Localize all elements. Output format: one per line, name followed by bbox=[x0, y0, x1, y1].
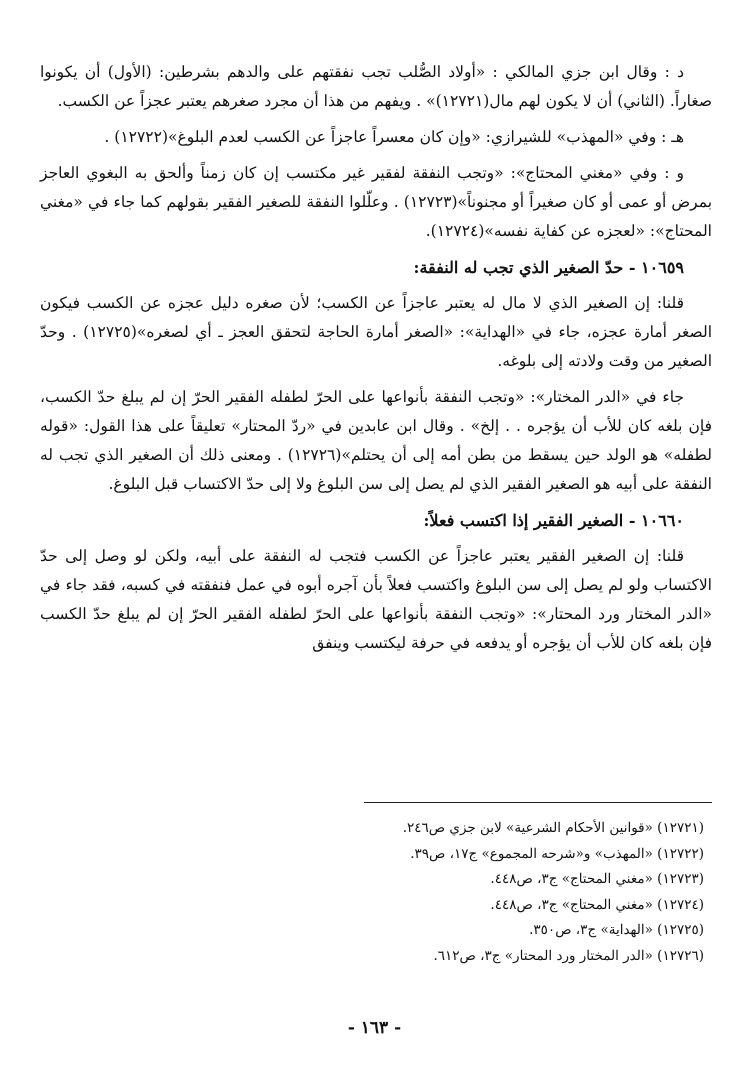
footnote-12721: (١٢٧٢١) «قوانين الأحكام الشرعية» لابن جزي ص٢٤٦. bbox=[402, 820, 704, 836]
page-number: - ١٦٣ - bbox=[347, 1018, 402, 1038]
footnote-12723: (١٢٧٢٣) «مغني المحتاج» ج٣، ص٤٤٨. bbox=[490, 871, 704, 887]
paragraph-durr-mukhtar: جاء في «الدر المختار»: «وتجب النفقة بأنواعها على الحرّ لطفله الفقير الحرّ إن لم يبلغ حدّ الكسب، فإن بلغه كان للأب أن يؤجره . . إلخ» . وقال ابن عابدين في «ردّ المحتار» تعليقاً على هذا القول: «قوله لطفله» هو الولد حين يسقط من بطن أمه إلى أن يحتلم»(١٢٧٢٦) . ومعنى ذلك أن الصغير الذي تجب له النفقة على أبيه هو الصغير الفقير الذي لم يصل إلى سن البلوغ ولا إلى حدّ الاكتساب قبل البلوغ. bbox=[40, 388, 712, 493]
footnotes bbox=[40, 816, 712, 969]
footnote-12726: (١٢٧٢٦) «الدر المختار ورد المحتار» ج٣، ص٦١٢. bbox=[433, 947, 704, 964]
paragraph-w: و : وفي «مغني المحتاج»: «وتجب النفقة لفقير غير مكتسب إن كان زمناً وألحق به البغوي العاجز بمرض أو عمى أو كان صغيراً أو مجنوناً»(١٢٧٢٣) . وعلّلوا النفقة للصغير الفقير بقولهم كما جاء في «مغني المحتاج»: «لعجزه عن كفاية نفسه»(١٢٧٢٤). bbox=[40, 164, 713, 240]
paragraph-earning-child: قلنا: إن الصغير الفقير يعتبر عاجزاً عن الكسب فتجب له النفقة على أبيه، ولكن لو وصل إلى حدّ الاكتساب ولو لم يصل إلى سن البلوغ واكتسب فعلاً بأن آجره أبوه في عمل فنفقته في كسبه، فقد جاء في «الدر المختار ورد المحتار»: «وتجب النفقة بأنواعها على الحرّ لطفله الفقير الحرّ إن لم يبلغ حدّ الكسب فإن بلغه كان للأب أن يؤجره أو يدفعه في حرفة ليكتسب وينفق bbox=[40, 547, 712, 652]
footnote-12724: (١٢٧٢٤) «مغني المحتاج» ج٣، ص٤٤٨. bbox=[490, 896, 704, 913]
footnote-divider bbox=[364, 802, 712, 803]
paragraph-young-definition: قلنا: إن الصغير الذي لا مال له يعتبر عاجزاً عن الكسب؛ لأن صغره دليل عجزه عن الكسب فيكون الصغر أمارة عجزه، جاء في «الهداية»: «الصغر أمارة الحاجة لتحقق العجز ـ أي لصغره»(١٢٧٢٥) . وحدّ الصغير من وقت ولادته إلى بلوغه. bbox=[40, 294, 713, 370]
paragraph-d: د : وقال ابن جزي المالكي : «أولاد الصُّلب تجب نفقتهم على والدهم بشرطين: (الأول) أن يكونوا صغاراً. (الثاني) أن لا يكون لهم مال(١٢٧٢١)» . ويفهم من هذا أن مجرد صغرهم يعتبر عجزاً عن الكسب. bbox=[40, 63, 712, 110]
footnote-12725: (١٢٧٢٥) «الهداية» ج٣، ص٣٥٠. bbox=[529, 922, 704, 938]
section-heading-10660: ١٠٦٦٠ - الصغير الفقير إذا اكتسب فعلاً: bbox=[423, 511, 684, 530]
footnote-12722: (١٢٧٢٢) «المهذب» و«شرحه المجموع» ج١٧، ص٣٩. bbox=[410, 845, 704, 862]
paragraph-h: هـ : وفي «المهذب» للشيرازي: «وإن كان معسراً عاجزاً عن الكسب لعدم البلوغ»(١٢٧٢٢) . bbox=[104, 128, 684, 146]
section-heading-10659: ١٠٦٥٩ - حدّ الصغير الذي تجب له النفقة: bbox=[413, 258, 684, 277]
main-text bbox=[40, 58, 712, 665]
